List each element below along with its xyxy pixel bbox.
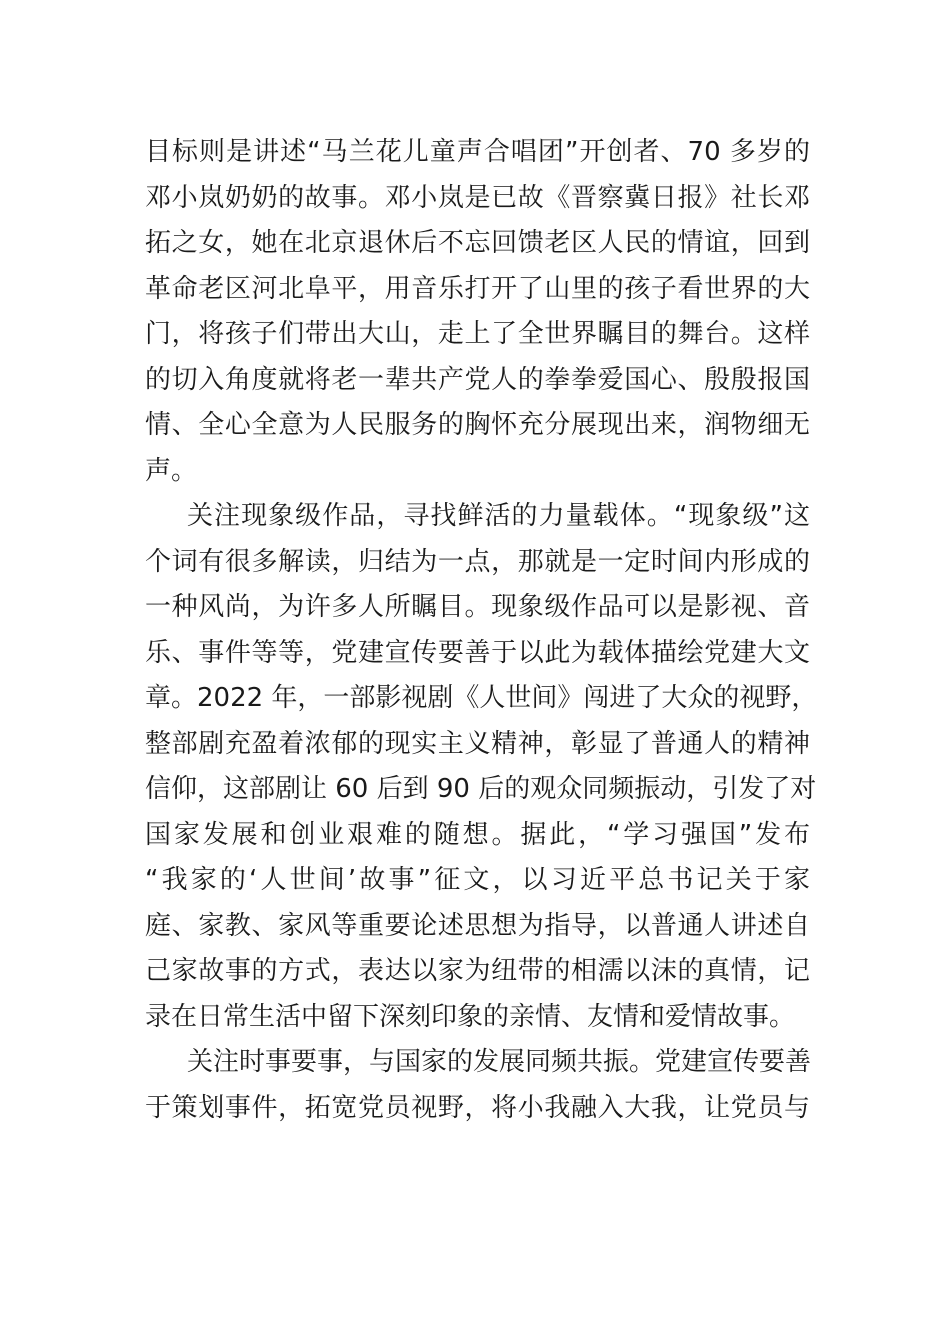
text-line: 录在日常生活中留下深刻印象的亲情、友情和爱情故事。 — [145, 1001, 796, 1032]
text-line: 目标则是讲述“马兰花儿童声合唱团”开创者、70 多岁的 — [145, 137, 810, 167]
text-line: 邓小岚奶奶的故事。邓小岚是已故《晋察冀日报》社长邓 — [145, 182, 810, 213]
text-line: 的切入角度就将老一辈共产党人的拳拳爱国心、殷殷报国 — [145, 364, 810, 395]
text-line: 乐、事件等等，党建宣传要善于以此为载体描绘党建大文 — [145, 637, 810, 668]
text-line: 整部剧充盈着浓郁的现实主义精神，彰显了普通人的精神 — [145, 728, 810, 759]
text-line: 己家故事的方式，表达以家为纽带的相濡以沫的真情，记 — [145, 956, 810, 986]
text-line: 个词有很多解读，归结为一点，那就是一定时间内形成的 — [145, 546, 810, 577]
text-line: 国家发展和创业艰难的随想。据此，“学习强国”发布 — [145, 819, 810, 850]
text-line: 庭、家教、家风等重要论述思想为指导，以普通人讲述自 — [145, 910, 810, 941]
text-line: 革命老区河北阜平，用音乐打开了山里的孩子看世界的大 — [145, 273, 810, 304]
text-line: 情、全心全意为人民服务的胸怀充分展现出来，润物细无 — [145, 410, 810, 440]
text-line: 关注现象级作品，寻找鲜活的力量载体。“现象级”这 — [187, 501, 810, 531]
text-line: “我家的‘人世间’故事”征文，以习近平总书记关于家 — [145, 865, 810, 895]
text-line: 拓之女，她在北京退休后不忘回馈老区人民的情谊，回到 — [145, 228, 810, 258]
paragraph — [145, 494, 818, 1040]
text-line: 门，将孩子们带出大山，走上了全世界瞩目的舞台。这样 — [145, 319, 810, 349]
text-line: 于策划事件，拓宽党员视野，将小我融入大我，让党员与 — [145, 1092, 810, 1123]
paragraph — [145, 1040, 810, 1131]
text-line: 关注时事要事，与国家的发展同频共振。党建宣传要善 — [187, 1047, 812, 1077]
text-line: 一种风尚，为许多人所瞩目。现象级作品可以是影视、音 — [145, 592, 810, 622]
text-line: 声。 — [145, 455, 198, 486]
text-line: 信仰，这部剧让 60 后到 90 后的观众同频振动，引发了对 — [145, 774, 817, 804]
document-body — [145, 130, 818, 1131]
paragraph — [145, 130, 810, 494]
text-line: 章。2022 年，一部影视剧《人世间》闯进了大众的视野， — [145, 683, 818, 713]
